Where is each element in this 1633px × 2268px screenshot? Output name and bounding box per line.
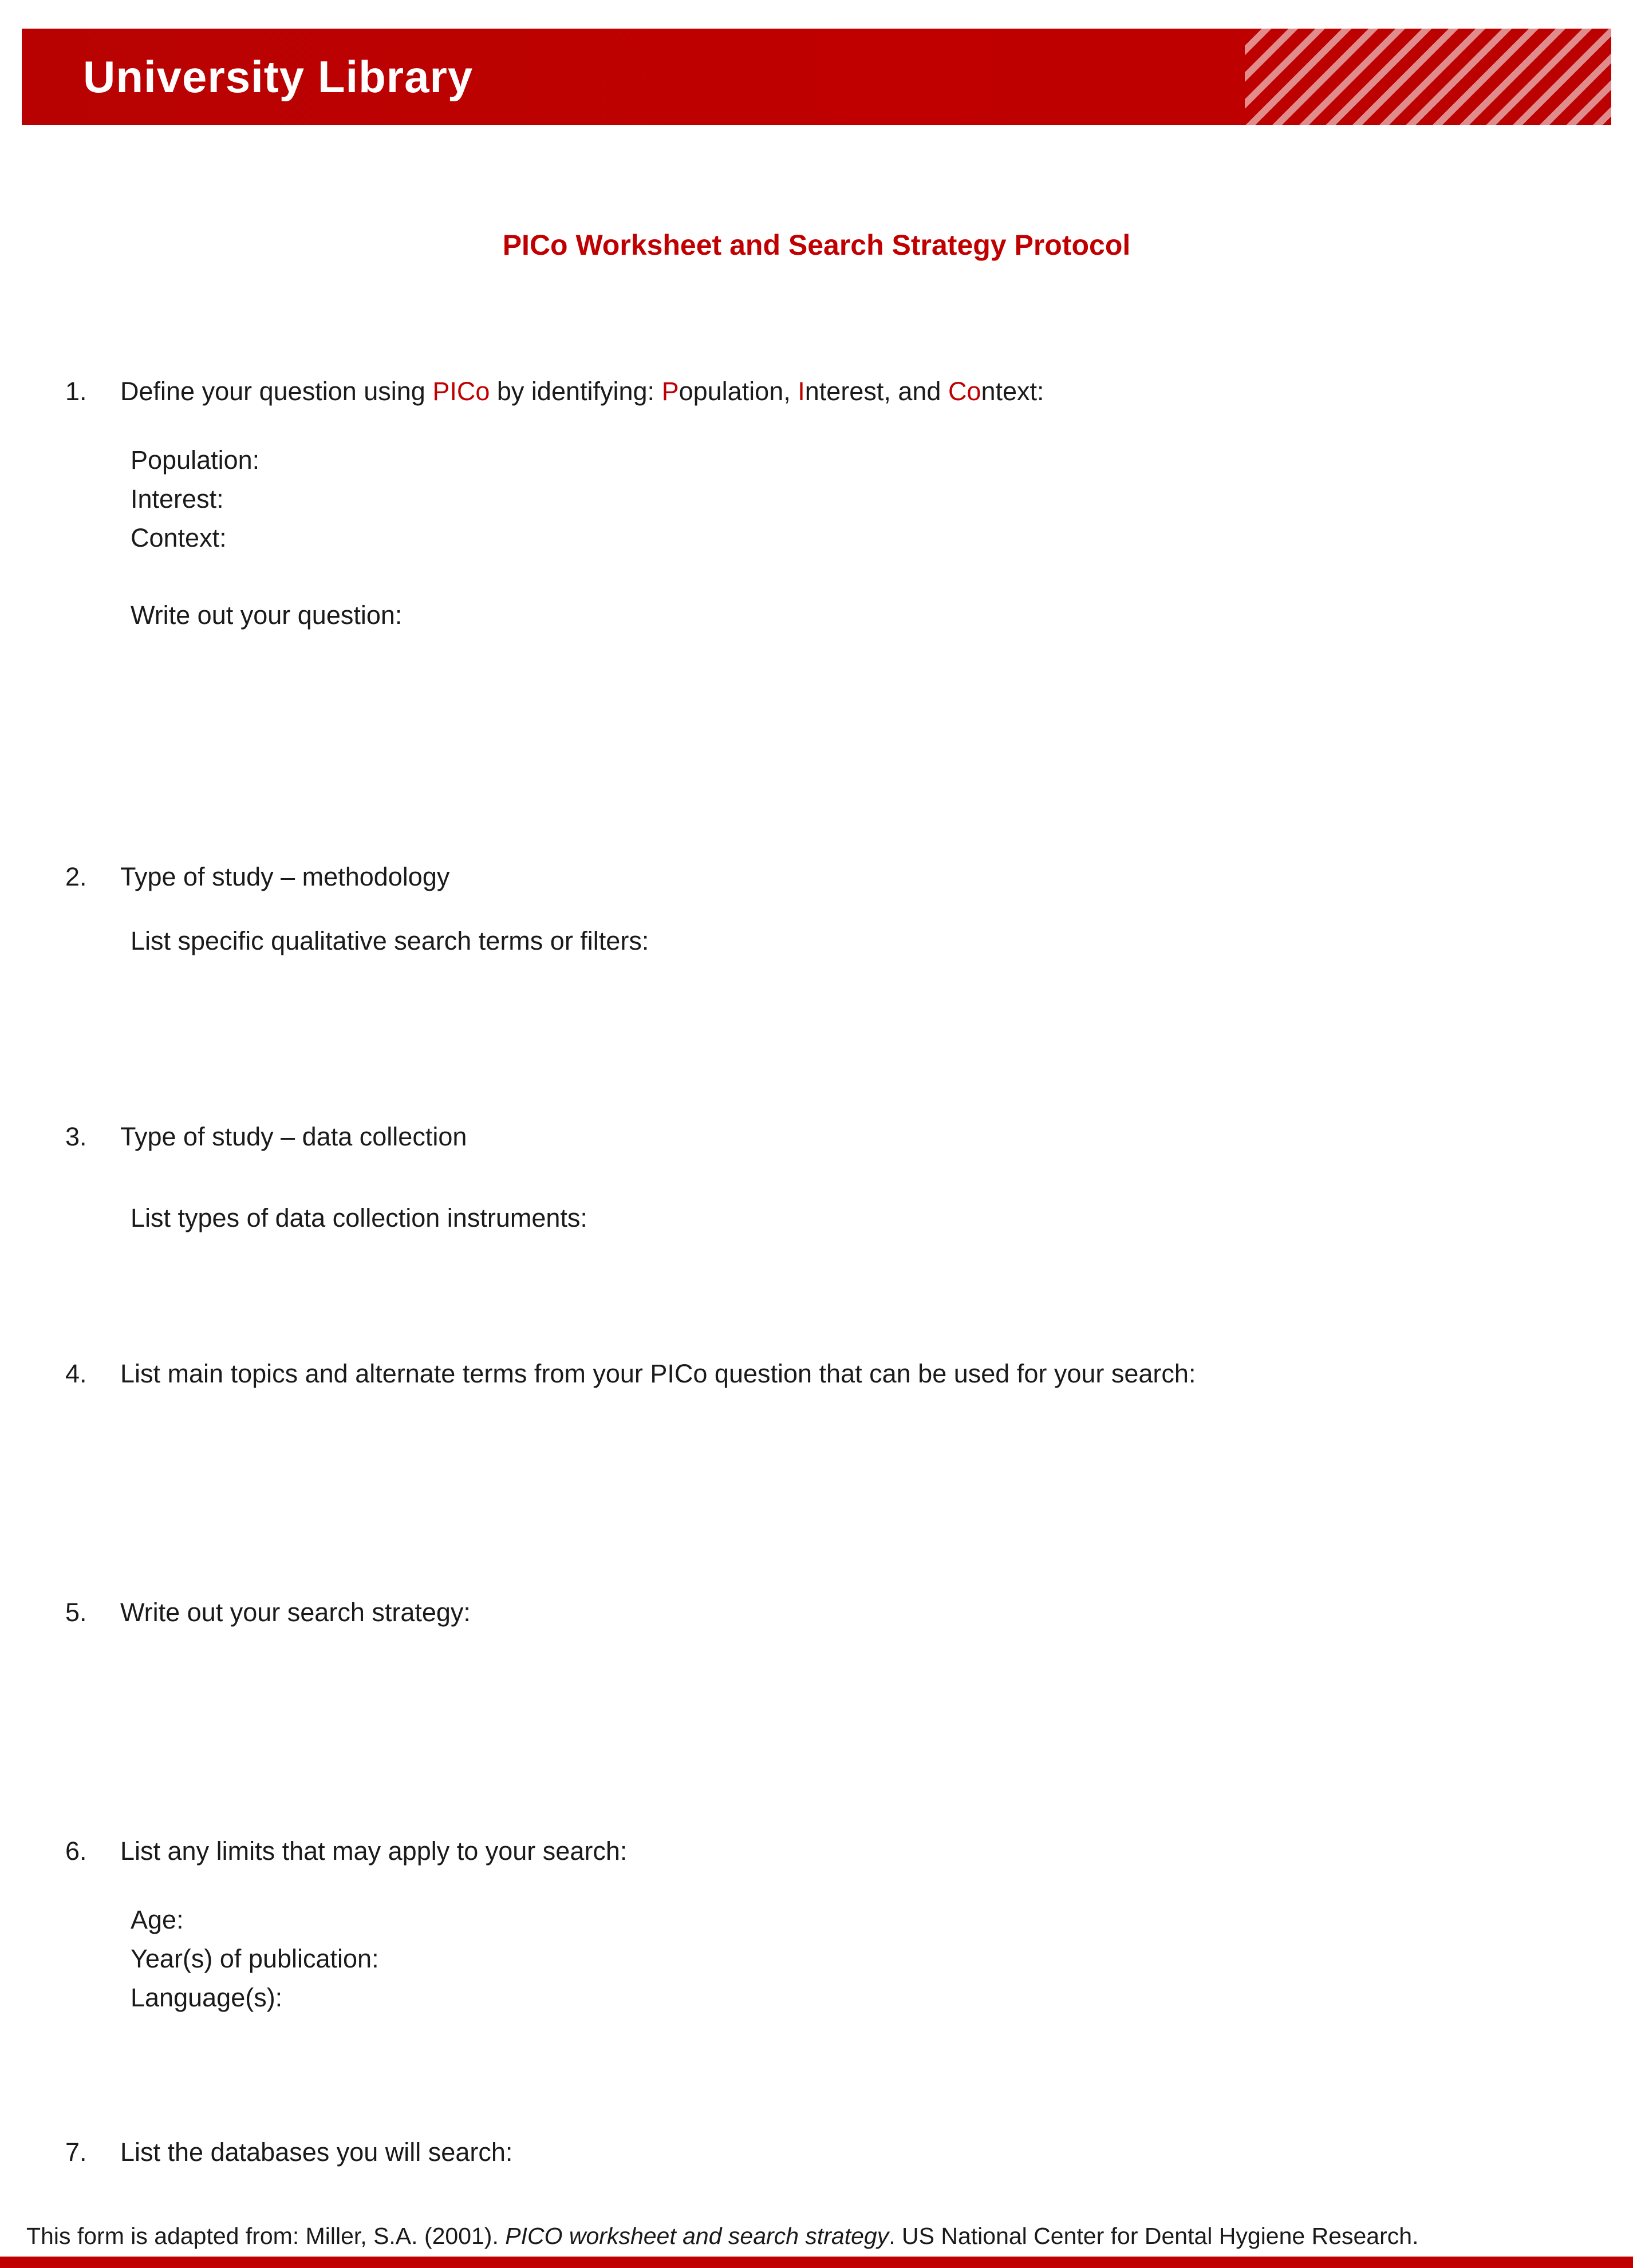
field-publication-year-label: Year(s) of publication: (131, 1944, 379, 1973)
field-age-label: Age: (131, 1905, 184, 1934)
bottom-red-bar-decoration (0, 2257, 1633, 2268)
question-2 (65, 859, 1564, 895)
q1-part-co: Co (948, 377, 981, 406)
question-5-number: 5. (65, 1598, 87, 1627)
question-7-text: List the databases you will search: (120, 2137, 513, 2167)
question-1-text (120, 374, 1564, 409)
question-2-sub-label: List specific qualitative search terms or filters: (131, 926, 649, 955)
write-out-question-label: Write out your question: (131, 600, 403, 630)
field-context-label: Context: (131, 523, 227, 552)
question-3 (65, 1119, 1564, 1155)
question-6-number: 6. (65, 1836, 87, 1866)
q1-part-2: by identifying: (490, 377, 662, 406)
question-2-text: Type of study – methodology (120, 862, 450, 891)
question-5-text: Write out your search strategy: (120, 1598, 471, 1627)
question-4 (65, 1356, 1564, 1392)
q1-part-6: nterest, and (804, 377, 948, 406)
footer-part-2: . US National Center for Dental Hygiene Research. (889, 2223, 1419, 2249)
question-3-number: 3. (65, 1122, 87, 1151)
question-3-sub-label: List types of data collection instruments: (131, 1203, 587, 1232)
question-5 (65, 1595, 1564, 1630)
diagonal-stripes-decoration (1245, 29, 1611, 125)
question-7-number: 7. (65, 2137, 87, 2167)
field-language-label: Language(s): (131, 1983, 283, 2012)
q1-part-pico: PICo (432, 377, 490, 406)
q1-part-p: P (661, 377, 679, 406)
field-population-label: Population: (131, 445, 260, 475)
question-6-text: List any limits that may apply to your search: (120, 1836, 628, 1866)
q1-part-i: I (798, 377, 805, 406)
question-3-text: Type of study – data collection (120, 1122, 467, 1151)
q1-part-4: opulation, (679, 377, 798, 406)
footer-part-0: This form is adapted from: Miller, S.A. (2001). (26, 2223, 506, 2249)
question-7 (65, 2135, 1564, 2170)
footer-source-title: PICO worksheet and search strategy (505, 2223, 889, 2249)
attribution-footer (26, 2222, 1607, 2250)
q1-part-8: ntext: (981, 377, 1044, 406)
q1-part-0: Define your question using (120, 377, 433, 406)
library-brand-title: University Library (83, 51, 474, 102)
question-4-number: 4. (65, 1359, 87, 1388)
field-interest-label: Interest: (131, 484, 224, 513)
question-1-number: 1. (65, 377, 87, 406)
question-1-fields (131, 441, 1633, 558)
header-banner (22, 29, 1611, 125)
question-4-text: List main topics and alternate terms from your PICo question that can be used for your search: (120, 1359, 1196, 1388)
question-6-fields (131, 1900, 1633, 2017)
question-1 (65, 374, 1564, 409)
page-title: PICo Worksheet and Search Strategy Protocol (502, 229, 1131, 261)
question-2-number: 2. (65, 862, 87, 891)
question-6 (65, 1834, 1564, 1869)
